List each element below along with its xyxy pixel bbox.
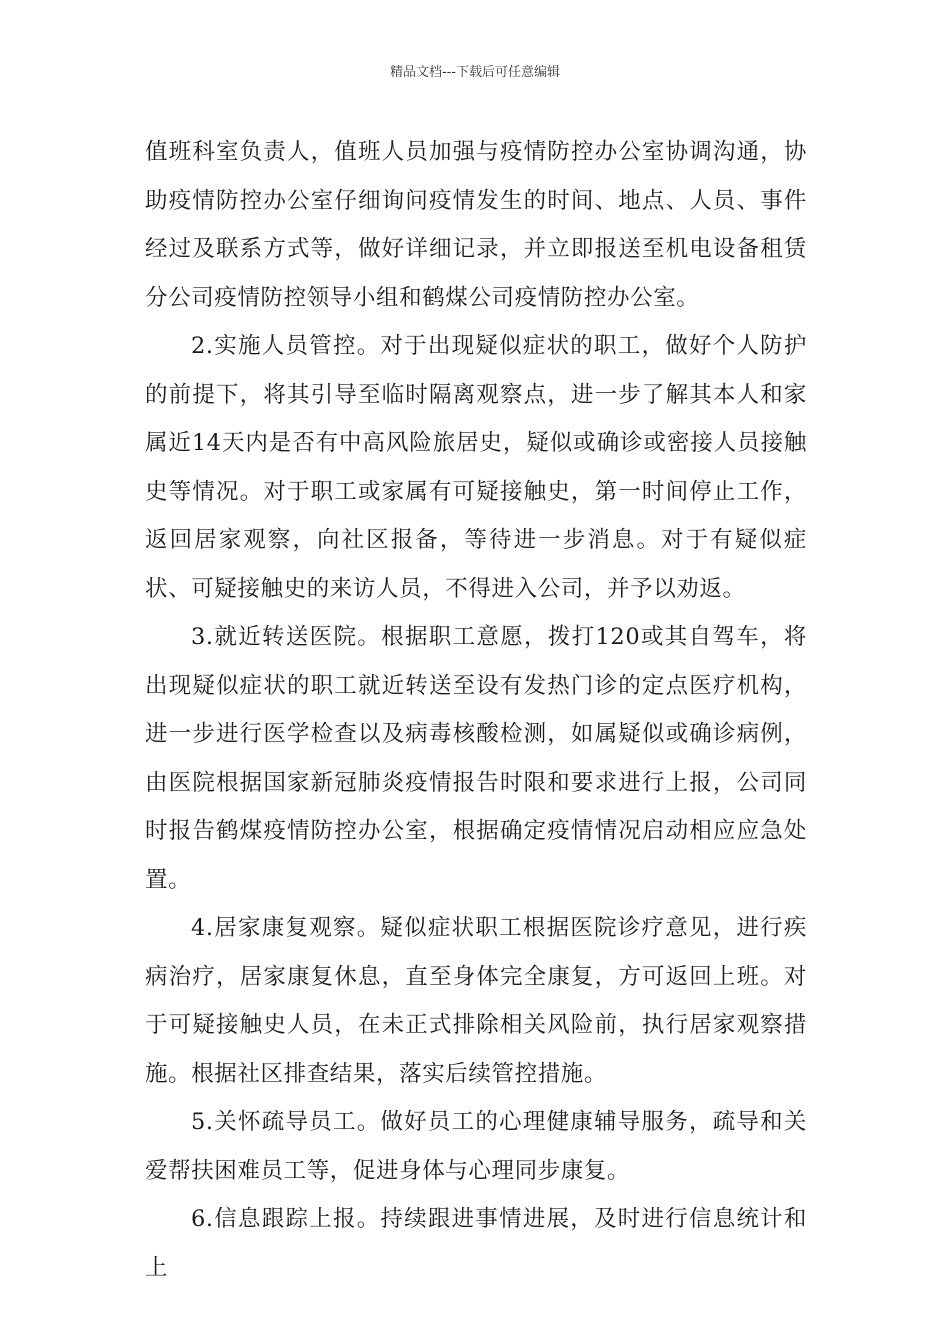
paragraph-item-6: 6.信息跟踪上报。持续跟进事情进展，及时进行信息统计和上 <box>145 1206 807 1281</box>
paragraph-item-4: 4.居家康复观察。疑似症状职工根据医院诊疗意见，进行疾病治疗，居家康复休息，直至身体完全康复，方可返回上班。对于可疑接触史人员，在未正式排除相关风险前，执行居家观察措施。根据社区排查结果，落实后续管控措施。 <box>145 915 807 1087</box>
paragraph-item-5: 5.关怀疏导员工。做好员工的心理健康辅导服务，疏导和关爱帮扶困难员工等，促进身体与心理同步康复。 <box>145 1109 807 1184</box>
paragraph-continuation: 值班科室负责人，值班人员加强与疫情防控办公室协调沟通，协助疫情防控办公室仔细询问疫情发生的时间、地点、人员、事件经过及联系方式等，做好详细记录，并立即报送至机电设备租赁分公司疫情防控领导小组和鹤煤公司疫情防控办公室。 <box>145 139 807 311</box>
page-header: 精品文档---下载后可任意编辑 <box>389 65 561 80</box>
document-body <box>145 128 807 1292</box>
paragraph-item-3: 3.就近转送医院。根据职工意愿，拨打120或其自驾车，将出现疑似症状的职工就近转送至设有发热门诊的定点医疗机构，进一步进行医学检查以及病毒核酸检测，如属疑似或确诊病例，由医院根据国家新冠肺炎疫情报告时限和要求进行上报，公司同时报告鹤煤疫情防控办公室，根据确定疫情情况启动相应应急处置。 <box>145 624 807 893</box>
paragraph-item-2: 2.实施人员管控。对于出现疑似症状的职工，做好个人防护的前提下，将其引导至临时隔离观察点，进一步了解其本人和家属近14天内是否有中高风险旅居史，疑似或确诊或密接人员接触史等情况。对于职工或家属有可疑接触史，第一时间停止工作，返回居家观察，向社区报备，等待进一步消息。对于有疑似症状、可疑接触史的来访人员，不得进入公司，并予以劝返。 <box>145 333 807 602</box>
